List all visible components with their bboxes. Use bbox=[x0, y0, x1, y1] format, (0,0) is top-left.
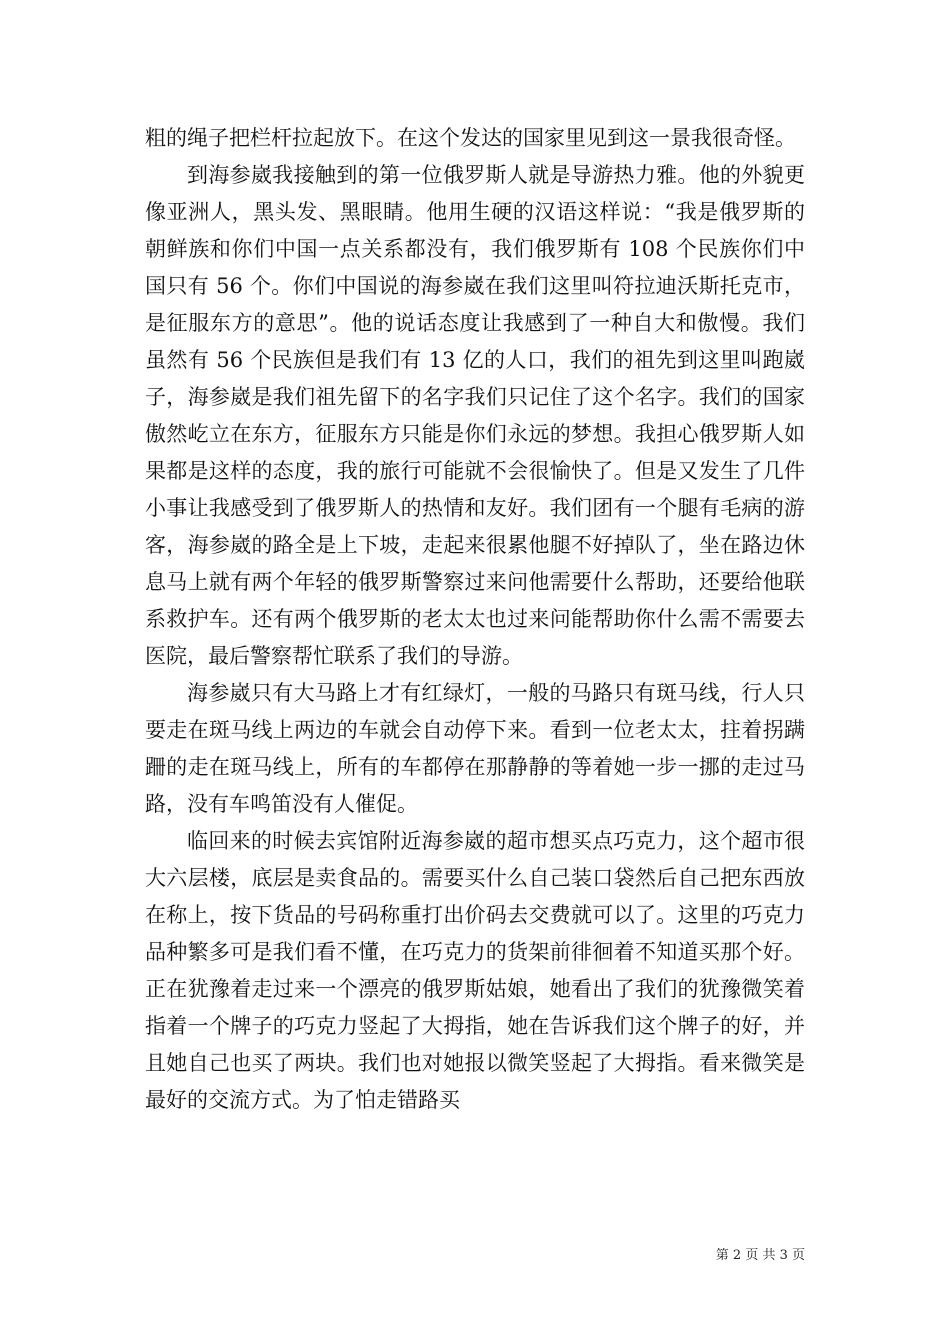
paragraph-2: 到海参崴我接触到的第一位俄罗斯人就是导游热力雅。他的外貌更像亚洲人，黑头发、黑眼睛。他用生硬的汉语这样说：“我是俄罗斯的朝鲜族和你们中国一点关系都没有，我们俄罗斯有 108 个民族你们中国只有 56 个。你们中国说的海参崴在我们这里叫符拉迪沃斯托克市，是征服东方的意思”。他的说话态度让我感到了一种自大和傲慢。我们虽然有 56 个民族但是我们有 13 亿的人口，我们的祖先到这里叫跑崴子，海参崴是我们祖先留下的名字我们只记住了这个名字。我们的国家傲然屹立在东方，征服东方只能是你们永远的梦想。我担心俄罗斯人如果都是这样的态度，我的旅行可能就不会很愉快了。但是又发生了几件小事让我感受到了俄罗斯人的热情和友好。我们团有一个腿有毛病的游客，海参崴的路全是上下坡，走起来很累他腿不好掉队了，坐在路边休息马上就有两个年轻的俄罗斯警察过来问他需要什么帮助，还要给他联系救护车。还有两个俄罗斯的老太太也过来问能帮助你什么需不需要去医院，最后警察帮忙联系了我们的导游。 bbox=[145, 163, 805, 668]
paragraph-3: 海参崴只有大马路上才有红绿灯，一般的马路只有斑马线，行人只要走在斑马线上两边的车就会自动停下来。看到一位老太太，拄着拐蹒跚的走在斑马线上，所有的车都停在那静静的等着她一步一挪的走过马路，没有车鸣笛没有人催促。 bbox=[145, 681, 805, 816]
paragraph-1: 粗的绳子把栏杆拉起放下。在这个发达的国家里见到这一景我很奇怪。 bbox=[145, 126, 796, 150]
paragraph-4: 临回来的时候去宾馆附近海参崴的超市想买点巧克力，这个超市很大六层楼，底层是卖食品的。需要买什么自己装口袋然后自己把东西放在称上，按下货品的号码称重打出价码去交费就可以了。这里的巧克力品种繁多可是我们看不懂，在巧克力的货架前徘徊着不知道买那个好。正在犹豫着走过来一个漂亮的俄罗斯姑娘，她看出了我们的犹豫微笑着指着一个牌子的巧克力竖起了大拇指，她在告诉我们这个牌子的好，并且她自己也买了两块。我们也对她报以微笑竖起了大拇指。看来微笑是最好的交流方式。为了怕走错路买 bbox=[145, 829, 805, 1112]
page-footer: 第 2 页 共 3 页 bbox=[715, 1248, 805, 1263]
body-text bbox=[145, 120, 805, 1119]
